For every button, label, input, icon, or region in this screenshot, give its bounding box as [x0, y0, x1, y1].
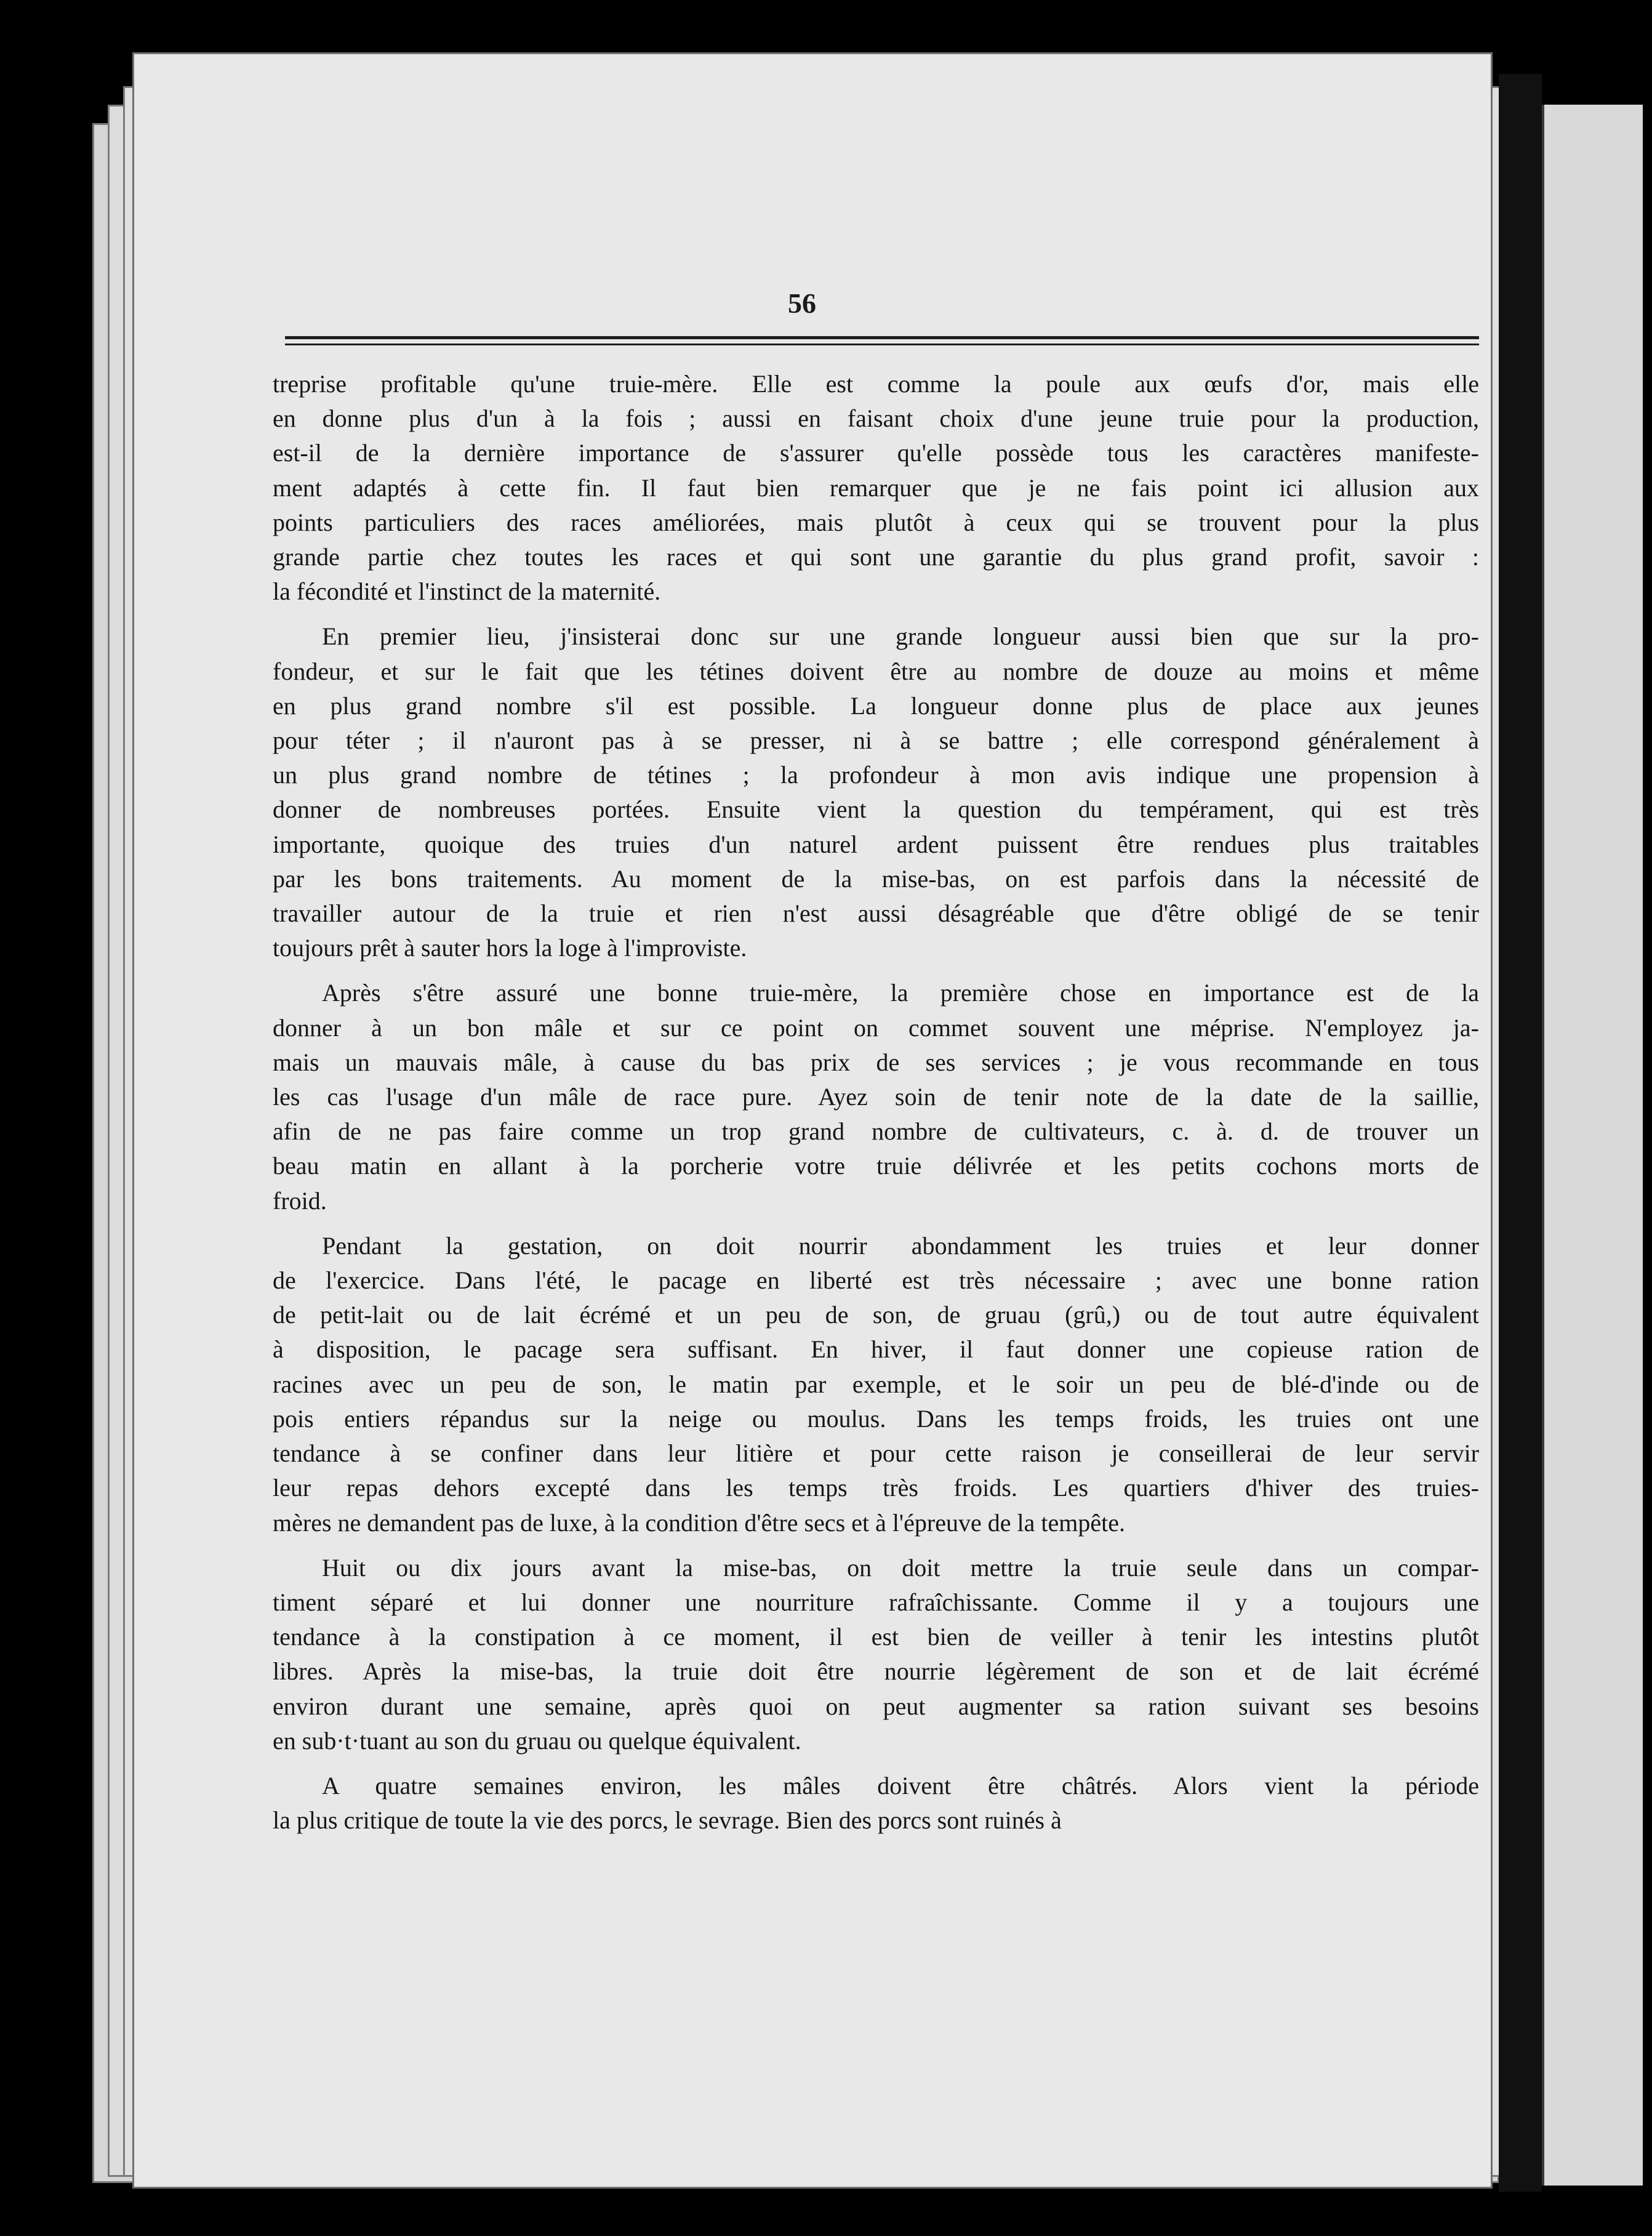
text-line: en donne plus d'un à la fois ; aussi en faisant choix d'une jeune truie pour la production, — [273, 404, 1479, 433]
next-page-edge — [1542, 105, 1643, 2186]
paragraph — [273, 367, 1479, 609]
text-line: fondeur, et sur le fait que les tétines doivent être au nombre de douze au moins et même — [273, 657, 1479, 685]
page-number: 56 — [788, 288, 816, 319]
text-line: en plus grand nombre s'il est possible. La longueur donne plus de place aux jeunes — [273, 691, 1479, 720]
text-line: leur repas dehors excepté dans les temps très froids. Les quartiers d'hiver des truies- — [273, 1474, 1479, 1502]
text-line: donner de nombreuses portées. Ensuite vient la question du tempérament, qui est très — [273, 795, 1479, 824]
header-rule — [285, 336, 1479, 339]
text-line: points particuliers des races améliorées, mais plutôt à ceux qui se trouvent pour la plus — [273, 508, 1479, 536]
text-line: treprise profitable qu'une truie-mère. Elle est comme la poule aux œufs d'or, mais elle — [273, 370, 1479, 398]
text-line: environ durant une semaine, après quoi on peut augmenter sa ration suivant ses besoins — [273, 1692, 1479, 1720]
text-line: tendance à se confiner dans leur litière et pour cette raison je conseillerai de leur servir — [273, 1439, 1479, 1468]
paragraph — [273, 1229, 1479, 1540]
text-line: par les bons traitements. Au moment de la mise-bas, on est parfois dans la nécessité de — [273, 864, 1479, 893]
text-line: beau matin en allant à la porcherie votre truie délivrée et les petits cochons morts de — [273, 1152, 1479, 1180]
text-line: la plus critique de toute la vie des porcs, le sevrage. Bien des porcs sont ruinés à — [273, 1806, 1062, 1835]
text-line: à disposition, le pacage sera suffisant. En hiver, il faut donner une copieuse ration de — [273, 1335, 1479, 1364]
text-line: mères ne demandent pas de luxe, à la condition d'être secs et à l'épreuve de la tempête. — [273, 1508, 1125, 1537]
text-line: tendance à la constipation à ce moment, il est bien de veiller à tenir les intestins plutôt — [273, 1623, 1479, 1651]
text-line: toujours prêt à sauter hors la loge à l'improviste. — [273, 934, 747, 962]
text-line: est-il de la dernière importance de s'assurer qu'elle possède tous les caractères manifeste- — [273, 439, 1479, 467]
text-line: libres. Après la mise-bas, la truie doit être nourrie légèrement de son et de lait écrémé — [273, 1657, 1479, 1686]
text-line: afin de ne pas faire comme un trop grand nombre de cultivateurs, c. à. d. de trouver un — [273, 1117, 1479, 1146]
text-line: A quatre semaines environ, les mâles doivent être châtrés. Alors vient la période — [322, 1771, 1479, 1800]
header-rule — [285, 344, 1479, 345]
text-line: grande partie chez toutes les races et qui sont une garantie du plus grand profit, savoir : — [273, 543, 1479, 571]
paragraph — [273, 1551, 1479, 1758]
paragraph — [273, 976, 1479, 1218]
text-line: importante, quoique des truies d'un naturel ardent puissent être rendues plus traitables — [273, 830, 1479, 858]
text-line: timent séparé et lui donner une nourriture rafraîchissante. Comme il y a toujours une — [273, 1588, 1479, 1616]
text-line: un plus grand nombre de tétines ; la profondeur à mon avis indique une propension à — [273, 761, 1479, 789]
text-line: pour téter ; il n'auront pas à se presser, ni à se battre ; elle correspond généralement à — [273, 726, 1479, 755]
text-line: froid. — [273, 1186, 327, 1215]
paragraph — [273, 619, 1479, 965]
text-line: Après s'être assuré une bonne truie-mère, la première chose en importance est de la — [322, 979, 1479, 1007]
text-line: Pendant la gestation, on doit nourrir abondamment les truies et leur donner — [322, 1231, 1479, 1260]
paragraph — [273, 1769, 1479, 1838]
text-line: donner à un bon mâle et sur ce point on commet souvent une méprise. N'employez ja- — [273, 1013, 1479, 1042]
text-line: Huit ou dix jours avant la mise-bas, on doit mettre la truie seule dans un compar- — [322, 1553, 1479, 1582]
text-line: en sub·t·tuant au son du gruau ou quelque équivalent. — [273, 1726, 801, 1755]
book-binding — [1499, 74, 1542, 2192]
text-line: de petit-lait ou de lait écrémé et un peu de son, de gruau (grû,) ou de tout autre équivalent — [273, 1301, 1479, 1329]
text-line: la fécondité et l'instinct de la maternité. — [273, 577, 661, 606]
text-line: les cas l'usage d'un mâle de race pure. Ayez soin de tenir note de la date de la saillie, — [273, 1083, 1479, 1111]
body-text — [273, 367, 1479, 1848]
text-line: travailler autour de la truie et rien n'est aussi désagréable que d'être obligé de se tenir — [273, 899, 1479, 928]
book-page — [132, 52, 1493, 2189]
text-line: ment adaptés à cette fin. Il faut bien remarquer que je ne fais point ici allusion aux — [273, 473, 1479, 502]
text-line: En premier lieu, j'insisterai donc sur une grande longueur aussi bien que sur la pro- — [322, 622, 1479, 651]
text-line: mais un mauvais mâle, à cause du bas prix de ses services ; je vous recommande en tous — [273, 1048, 1479, 1076]
text-line: pois entiers répandus sur la neige ou moulus. Dans les temps froids, les truies ont une — [273, 1404, 1479, 1433]
text-line: de l'exercice. Dans l'été, le pacage en liberté est très nécessaire ; avec une bonne ration — [273, 1266, 1479, 1295]
text-line: racines avec un peu de son, le matin par exemple, et le soir un peu de blé-d'inde ou de — [273, 1370, 1479, 1398]
